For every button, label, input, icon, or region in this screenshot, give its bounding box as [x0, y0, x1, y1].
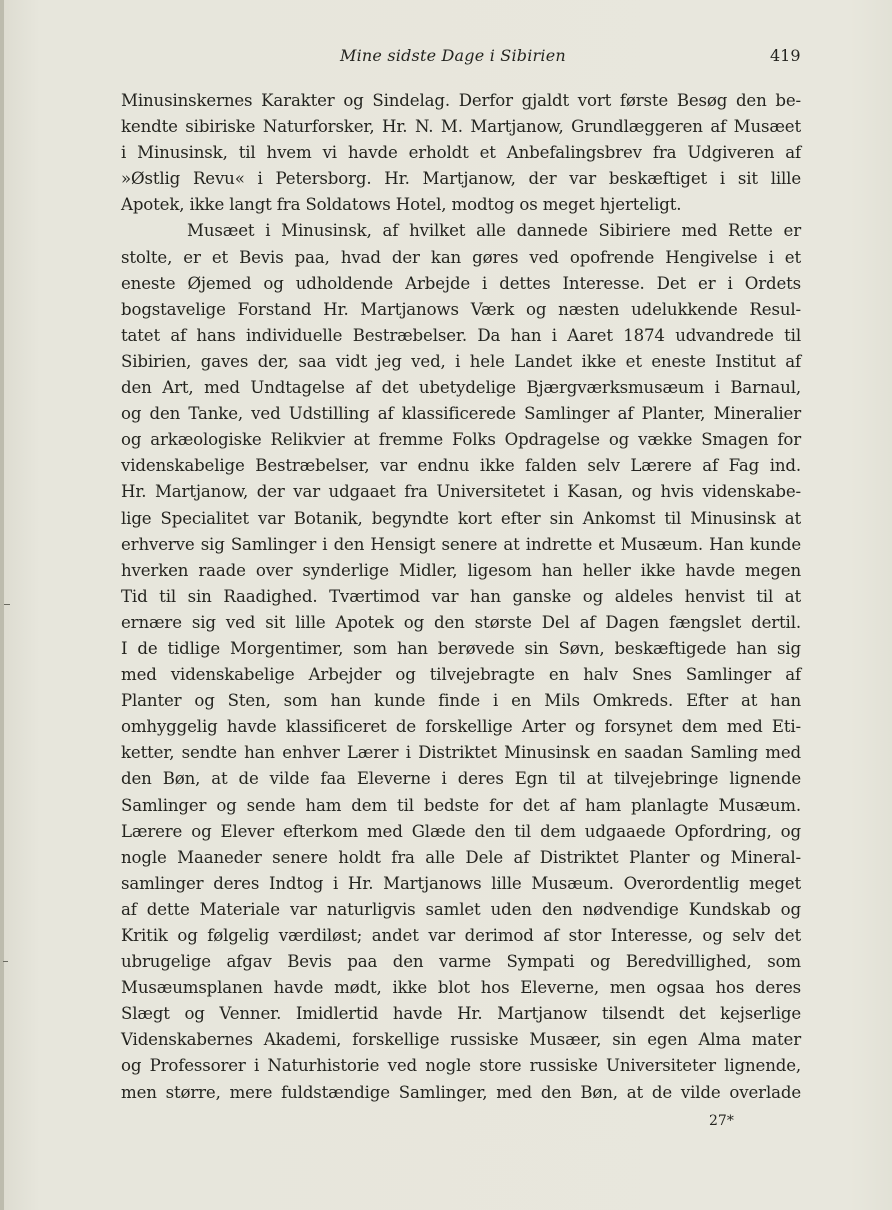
- text-line: Lærere og Elever efterkom med Glæde den til dem udgaaede Opfordring, og: [121, 821, 801, 841]
- text-line: eneste Øjemed og udholdende Arbejde i dettes Interesse. Det er i Ordets: [121, 273, 801, 293]
- text-line: Apotek, ikke langt fra Soldatows Hotel, modtog os meget hjerteligt.: [121, 195, 682, 215]
- text-line: og den Tanke, ved Udstilling af klassificerede Samlinger af Planter, Mineralier: [121, 404, 801, 424]
- text-line: stolte, er et Bevis paa, hvad der kan gøres ved opofrende Hengivelse i et: [121, 247, 801, 267]
- text-line: ketter, sendte han enhver Lærer i Distriktet Minusinsk en saadan Samling med: [121, 743, 801, 763]
- text-line: videnskabelige Bestræbelser, var endnu ikke falden selv Lærere af Fag ind.: [121, 456, 801, 476]
- text-line: Minusinskernes Karakter og Sindelag. Derfor gjaldt vort første Besøg den be-: [121, 91, 801, 110]
- text-line: Sibirien, gaves der, saa vidt jeg ved, i hele Landet ikke et eneste Institut af: [121, 351, 801, 371]
- text-line: og arkæologiske Relikvier at fremme Folks Opdragelse og vække Smagen for: [121, 430, 801, 450]
- text-line: den Art, med Undtagelse af det ubetydelige Bjærgværksmusæum i Barnaul,: [121, 378, 801, 398]
- text-line: den Bøn, at de vilde faa Eleverne i deres Egn til at tilvejebringe lignende: [121, 769, 801, 789]
- text-line: af dette Materiale var naturligvis samlet uden den nødvendige Kundskab og: [121, 899, 801, 919]
- text-line: kendte sibiriske Naturforsker, Hr. N. M. Martjanow, Grundlæggeren af Musæet: [121, 117, 801, 137]
- text-line: lige Specialitet var Botanik, begyndte kort efter sin Ankomst til Minusinsk at: [121, 508, 801, 528]
- text-line: samlinger deres Indtog i Hr. Martjanows lille Musæum. Overordentlig meget: [121, 873, 801, 893]
- text-line: Kritik og følgelig værdiløst; andet var derimod af stor Interesse, og selv det: [121, 926, 801, 945]
- text-line: »Østlig Revu« i Petersborg. Hr. Martjanow, der var beskæftiget i sit lille: [121, 169, 801, 189]
- page-number: 419: [770, 46, 801, 65]
- running-title: Mine sidste Dage i Sibirien: [340, 46, 566, 65]
- text-line: Musæumsplanen havde mødt, ikke blot hos Eleverne, men ogsaa hos deres: [121, 978, 801, 998]
- text-line: omhyggelig havde klassificeret de forskellige Arter og forsynet dem med Eti-: [121, 717, 801, 737]
- text-line: men større, mere fuldstændige Samlinger, med den Bøn, at de vilde overlade: [121, 1082, 801, 1102]
- text-line: bogstavelige Forstand Hr. Martjanows Værk og næsten udelukkende Resul-: [121, 299, 801, 319]
- text-line: Samlinger og sende ham dem til bedste for det af ham planlagte Musæum.: [121, 795, 801, 815]
- text-line: erhverve sig Samlinger i den Hensigt senere at indrette et Musæum. Han kunde: [121, 534, 801, 554]
- text-line: Slægt og Venner. Imidlertid havde Hr. Martjanow tilsendt det kejserlige: [121, 1004, 801, 1024]
- text-line: ernære sig ved sit lille Apotek og den største Del af Dagen fængslet dertil.: [121, 612, 801, 632]
- text-line: hverken raade over synderlige Midler, ligesom han heller ikke havde megen: [121, 560, 801, 580]
- text-line: i Minusinsk, til hvem vi havde erholdt et Anbefalingsbrev fra Udgiveren af: [121, 143, 801, 163]
- text-line: Tid til sin Raadighed. Tværtimod var han ganske og aldeles henvist til at: [121, 586, 801, 606]
- text-line: tatet af hans individuelle Bestræbelser. Da han i Aaret 1874 udvandrede til: [121, 325, 801, 345]
- text-line: Planter og Sten, som han kunde finde i en Mils Omkreds. Efter at han: [121, 691, 801, 711]
- text-line: Videnskabernes Akademi, forskellige russiske Musæer, sin egen Alma mater: [121, 1030, 801, 1050]
- page-edge-shadow: [0, 0, 4, 1210]
- body-text: [121, 88, 801, 1106]
- text-line: ubrugelige afgav Bevis paa den varme Sympati og Beredvillighed, som: [121, 952, 801, 972]
- text-line: og Professorer i Naturhistorie ved nogle store russiske Universiteter lignende,: [121, 1056, 801, 1076]
- text-line: I de tidlige Morgentimer, som han berøvede sin Søvn, beskæftigede han sig: [121, 638, 801, 658]
- text-line: Musæet i Minusinsk, af hvilket alle dannede Sibiriere med Rette er: [187, 221, 801, 241]
- text-line: med videnskabelige Arbejder og tilvejebragte en halv Snes Samlinger af: [121, 665, 801, 685]
- margin-tick: [4, 604, 10, 605]
- signature-mark: 27*: [709, 1113, 734, 1129]
- page-header: [0, 46, 892, 70]
- text-line: Hr. Martjanow, der var udgaaet fra Universitetet i Kasan, og hvis videnskabe-: [121, 482, 801, 502]
- margin-tick: [3, 961, 8, 962]
- text-line: nogle Maaneder senere holdt fra alle Dele af Distriktet Planter og Mineral-: [121, 847, 801, 867]
